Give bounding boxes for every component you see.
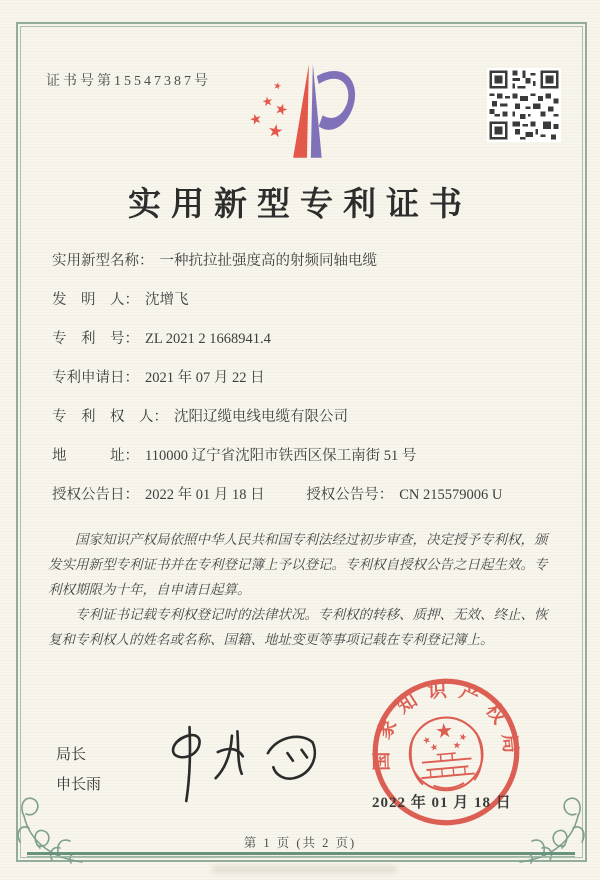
field-value-grant-number: CN 215579006 U bbox=[399, 487, 503, 503]
field-label: 发 明 人： bbox=[52, 292, 139, 308]
cnipa-logo-icon bbox=[244, 58, 362, 164]
field-label: 实用新型名称： bbox=[52, 253, 154, 269]
field-value: 一种抗拉扯强度高的射频同轴电缆 bbox=[159, 253, 377, 269]
field-value: 2022 年 01 月 18 日 bbox=[145, 487, 265, 503]
certificate-title: 实用新型专利证书 bbox=[128, 187, 472, 223]
signer-title: 局长 bbox=[56, 747, 87, 763]
seal-date: 2022 年 01 月 18 日 bbox=[372, 795, 512, 811]
field-value: 沈增飞 bbox=[145, 292, 189, 308]
next-page-bleed-through bbox=[212, 866, 397, 873]
field-value: ZL 2021 2 1668941.4 bbox=[145, 331, 271, 347]
qr-code bbox=[487, 68, 561, 142]
seal-text: 国家知识产权局 bbox=[369, 677, 524, 772]
field-label-grant-number: 授权公告号： bbox=[306, 487, 394, 503]
field-patent-number bbox=[52, 329, 557, 349]
certificate-fields bbox=[52, 251, 557, 524]
field-value: 沈阳辽缆电线电缆有限公司 bbox=[174, 409, 348, 425]
field-label: 授权公告日： bbox=[52, 487, 139, 503]
legal-paragraph-1: 国家知识产权局依照中华人民共和国专利法经过初步审查，决定授予专利权，颁发实用新型专利证书并在专利登记簿上予以登记。专利权自授权公告之日起生效。专利权期限为十年，自申请日起算。 bbox=[48, 532, 548, 597]
field-patentee bbox=[52, 407, 557, 427]
field-value: 110000 辽宁省沈阳市铁西区保工南街 51 号 bbox=[145, 448, 417, 464]
field-address bbox=[52, 446, 557, 466]
bottom-rule bbox=[27, 852, 575, 855]
handwritten-signature bbox=[146, 720, 331, 808]
field-value: 2021 年 07 月 22 日 bbox=[145, 370, 265, 386]
field-label: 专 利 权 人： bbox=[52, 409, 168, 425]
page-number: 第 1 页 (共 2 页) bbox=[243, 836, 357, 850]
field-inventor bbox=[52, 290, 557, 310]
field-filing-date bbox=[52, 368, 557, 388]
certificate-number: 证书号第15547387号 bbox=[46, 74, 211, 89]
field-grant-date-and-number bbox=[52, 485, 557, 505]
signer-name: 申长雨 bbox=[56, 777, 102, 793]
official-red-seal bbox=[360, 666, 532, 838]
field-label: 地 址： bbox=[52, 448, 139, 464]
field-label: 专利申请日： bbox=[52, 370, 139, 386]
legal-text bbox=[48, 527, 556, 652]
legal-paragraph-2: 专利证书记载专利权登记时的法律状况。专利权的转移、质押、无效、终止、恢复和专利权人的姓名或名称、国籍、地址变更等事项记载在专利登记簿上。 bbox=[48, 607, 548, 647]
field-invention-name bbox=[52, 251, 557, 271]
field-label: 专 利 号： bbox=[52, 331, 139, 347]
